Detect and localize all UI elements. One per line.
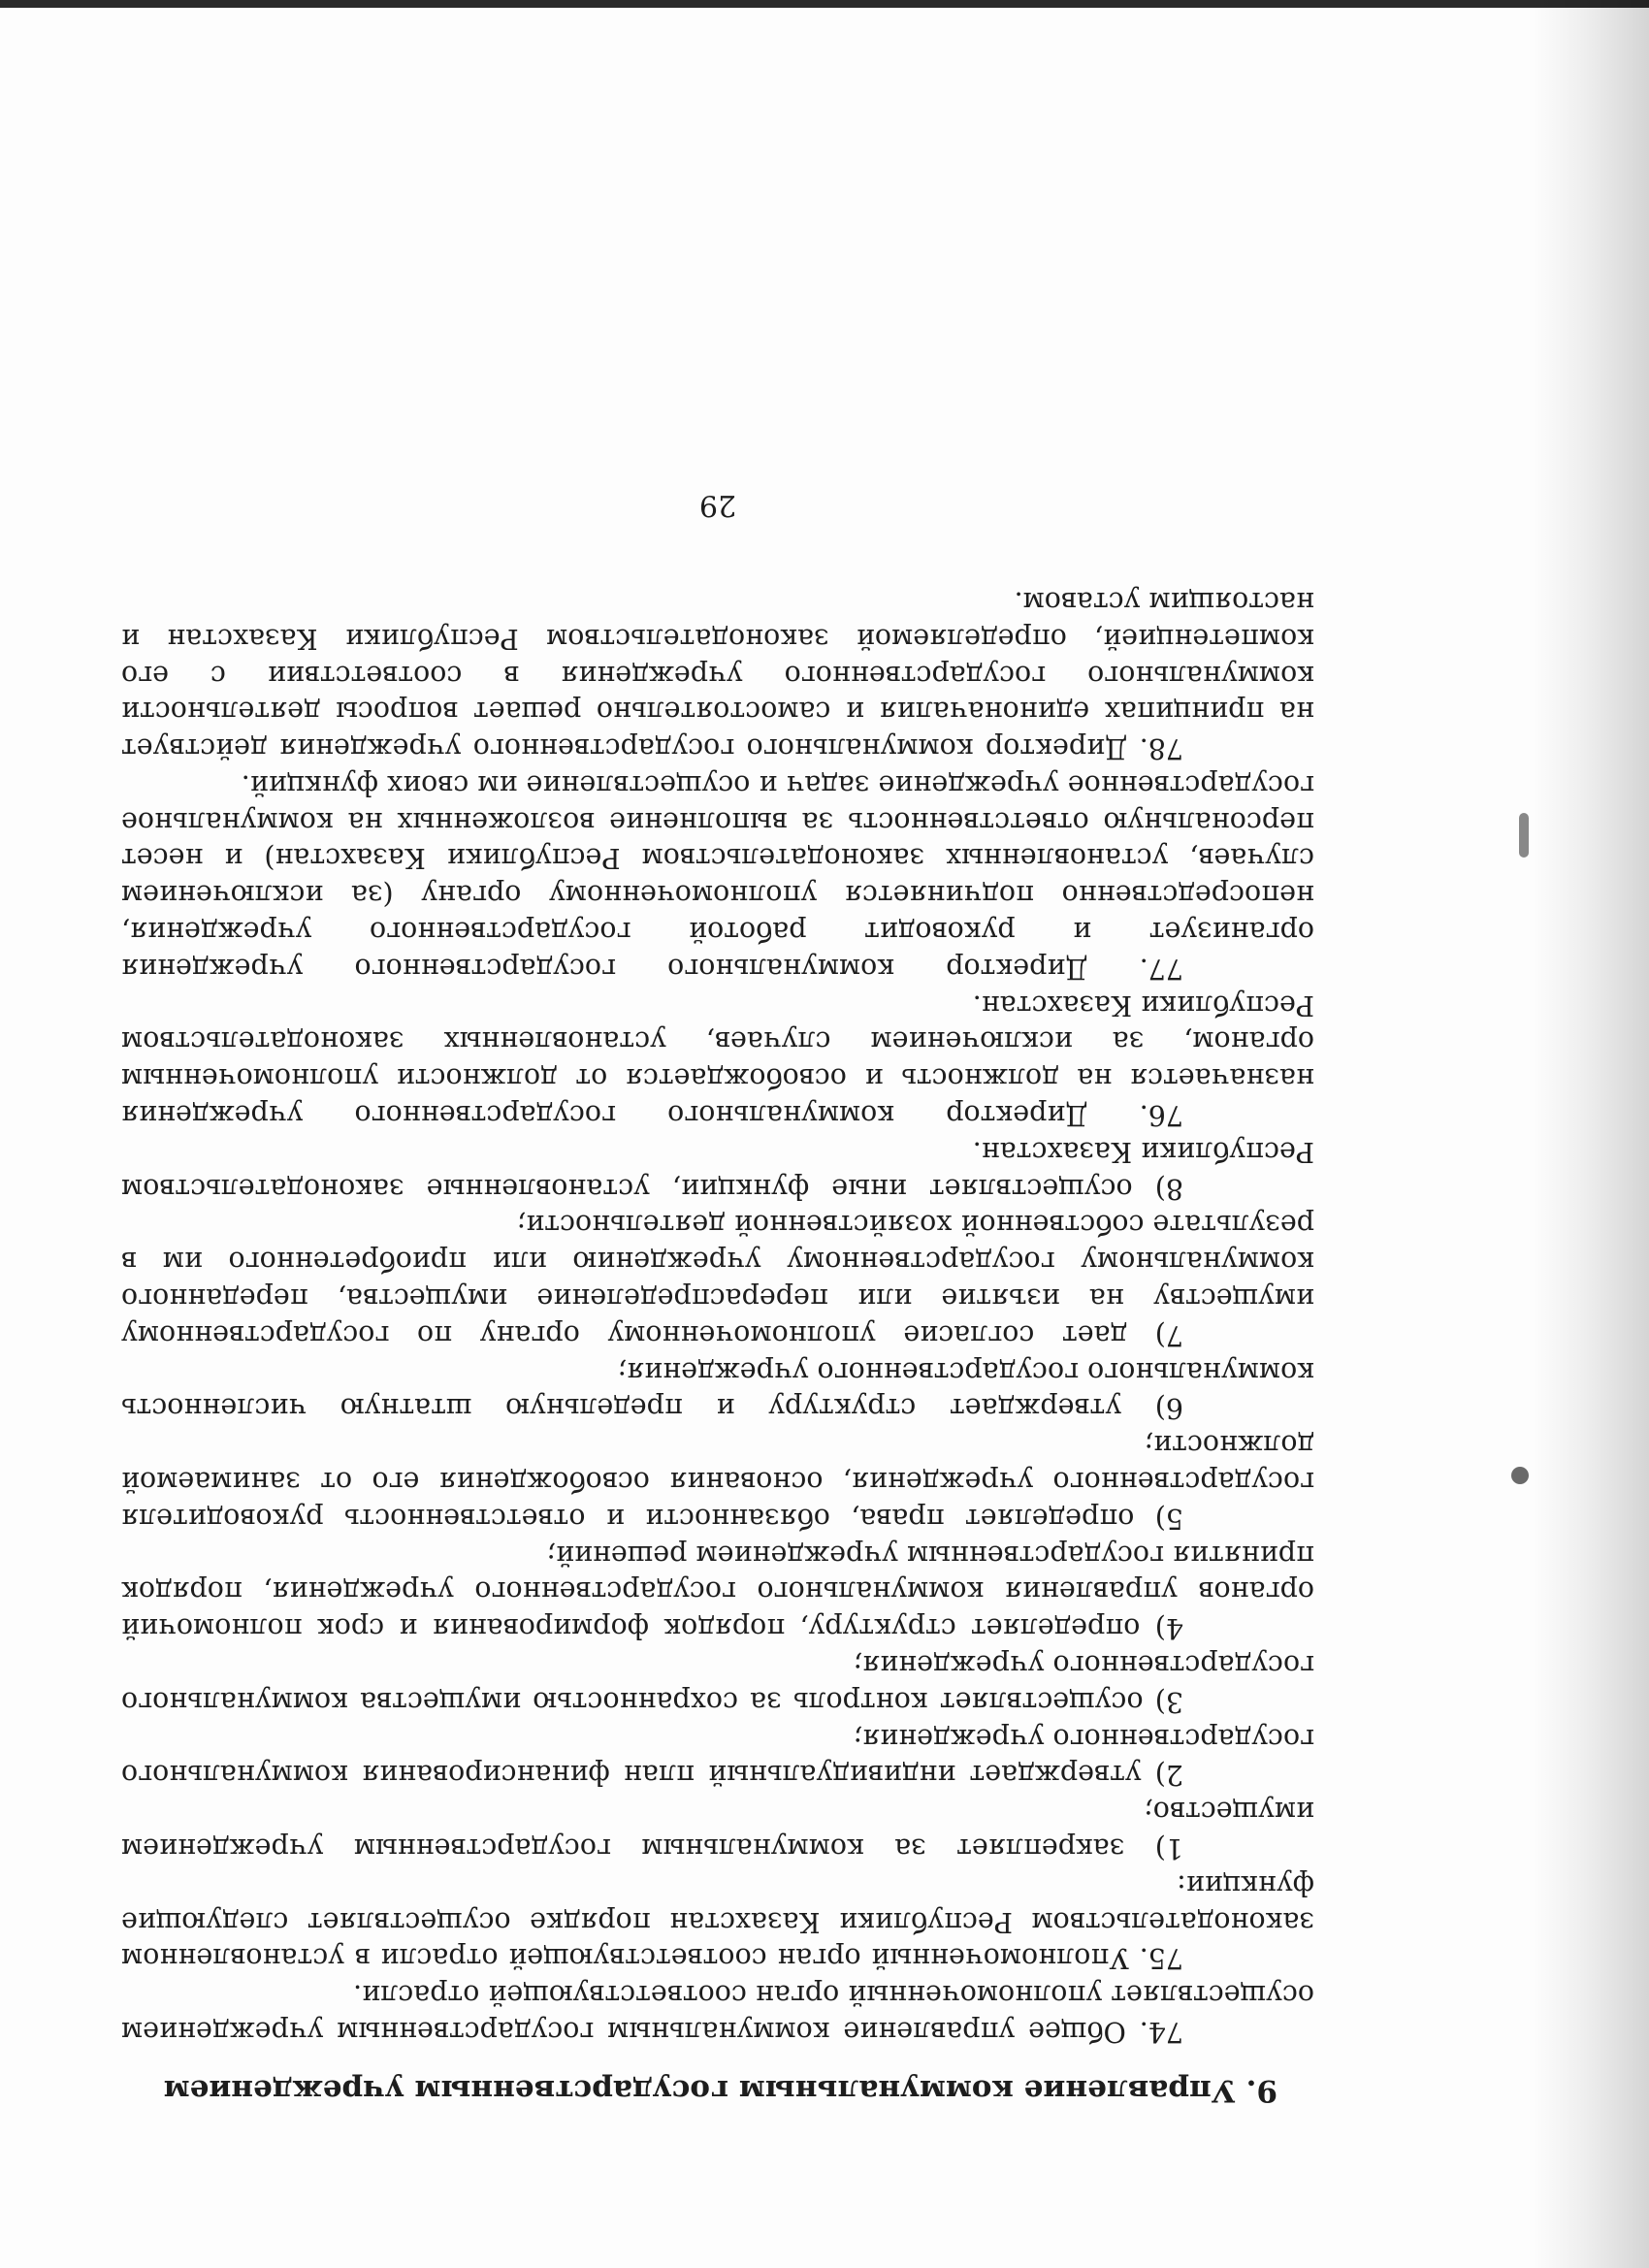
paragraph-77: 77. Директор коммунального государственного учреждения организует и руководит работой государственного учреждения, непосредственно подчиняется уполномоченному органу (за исключением случаев, установленных законодательством Республики Казахстан) и несет персональную ответственность за выполнение возложенных на коммунальное государственное учреждение задач и осуществление им своих функций.	[121, 768, 1314, 985]
page-number: 29	[698, 488, 737, 523]
list-item-3: 3) осуществляет контроль за сохранностью имущества коммунального государственного учреждения;	[121, 1649, 1314, 1718]
page-content-rotated	[121, 112, 1314, 2110]
list-item-2: 2) утверждает индивидуальный план финансирования коммунального государственного учреждения;	[121, 1722, 1314, 1792]
list-item-7: 7) дает согласие уполномоченному органу по государственному имуществу на изъятие или перераспределение имущества, переданного коммунальному государственному учреждению или приобретенного им в результате собственной хозяйственной деятельности;	[121, 1209, 1314, 1351]
paragraph-74: 74. Общее управление коммунальным государственным учреждением осуществляет уполномоченный орган соответствующей отрасли.	[121, 1979, 1314, 2048]
list-item-4: 4) определяет структуру, порядок формирования и срок полномочий органов управления коммунального государственного учреждения, порядок принятия государственным учреждением решений;	[121, 1539, 1314, 1645]
list-item-5: 5) определяет права, обязанности и ответственность руководителя государственного учреждения, основания освобождения его от занимаемой должности;	[121, 1429, 1314, 1535]
paragraph-76: 76. Директор коммунального государственного учреждения назначается на должность и освобождается от должности уполномоченным органом, за исключением случаев, установленных законодательством Республики Казахстан.	[121, 988, 1314, 1132]
binding-shadow	[1533, 0, 1649, 2268]
section-heading: 9. Управление коммунальным государственным учреждением	[163, 2073, 1277, 2108]
list-item-6: 6) утверждает структуру и предельную штатную численность коммунального государственного учреждения;	[121, 1355, 1314, 1425]
scan-top-edge	[0, 0, 1649, 8]
list-item-1: 1) закрепляет за коммунальным государственным учреждением имущество;	[121, 1796, 1314, 1865]
hole-punch-mark	[1511, 1467, 1529, 1484]
paragraph-75: 75. Уполномоченный орган соответствующей отрасли в установленном законодательством Республики Казахстан порядке осуществляет следующие функции:	[121, 1868, 1314, 1975]
list-item-8: 8) осуществляет иные функции, установленные законодательством Республики Казахстан.	[121, 1135, 1314, 1205]
scan-artifact-mark	[1519, 813, 1529, 858]
paragraph-78: 78. Директор коммунального государственного учреждения действует на принципах единоначалия и самостоятельно решает вопросы деятельности коммунального государственного учреждения в соответствии с его компетенцией, определяемой законодательством Республики Казахстан и настоящим уставом.	[121, 585, 1314, 765]
